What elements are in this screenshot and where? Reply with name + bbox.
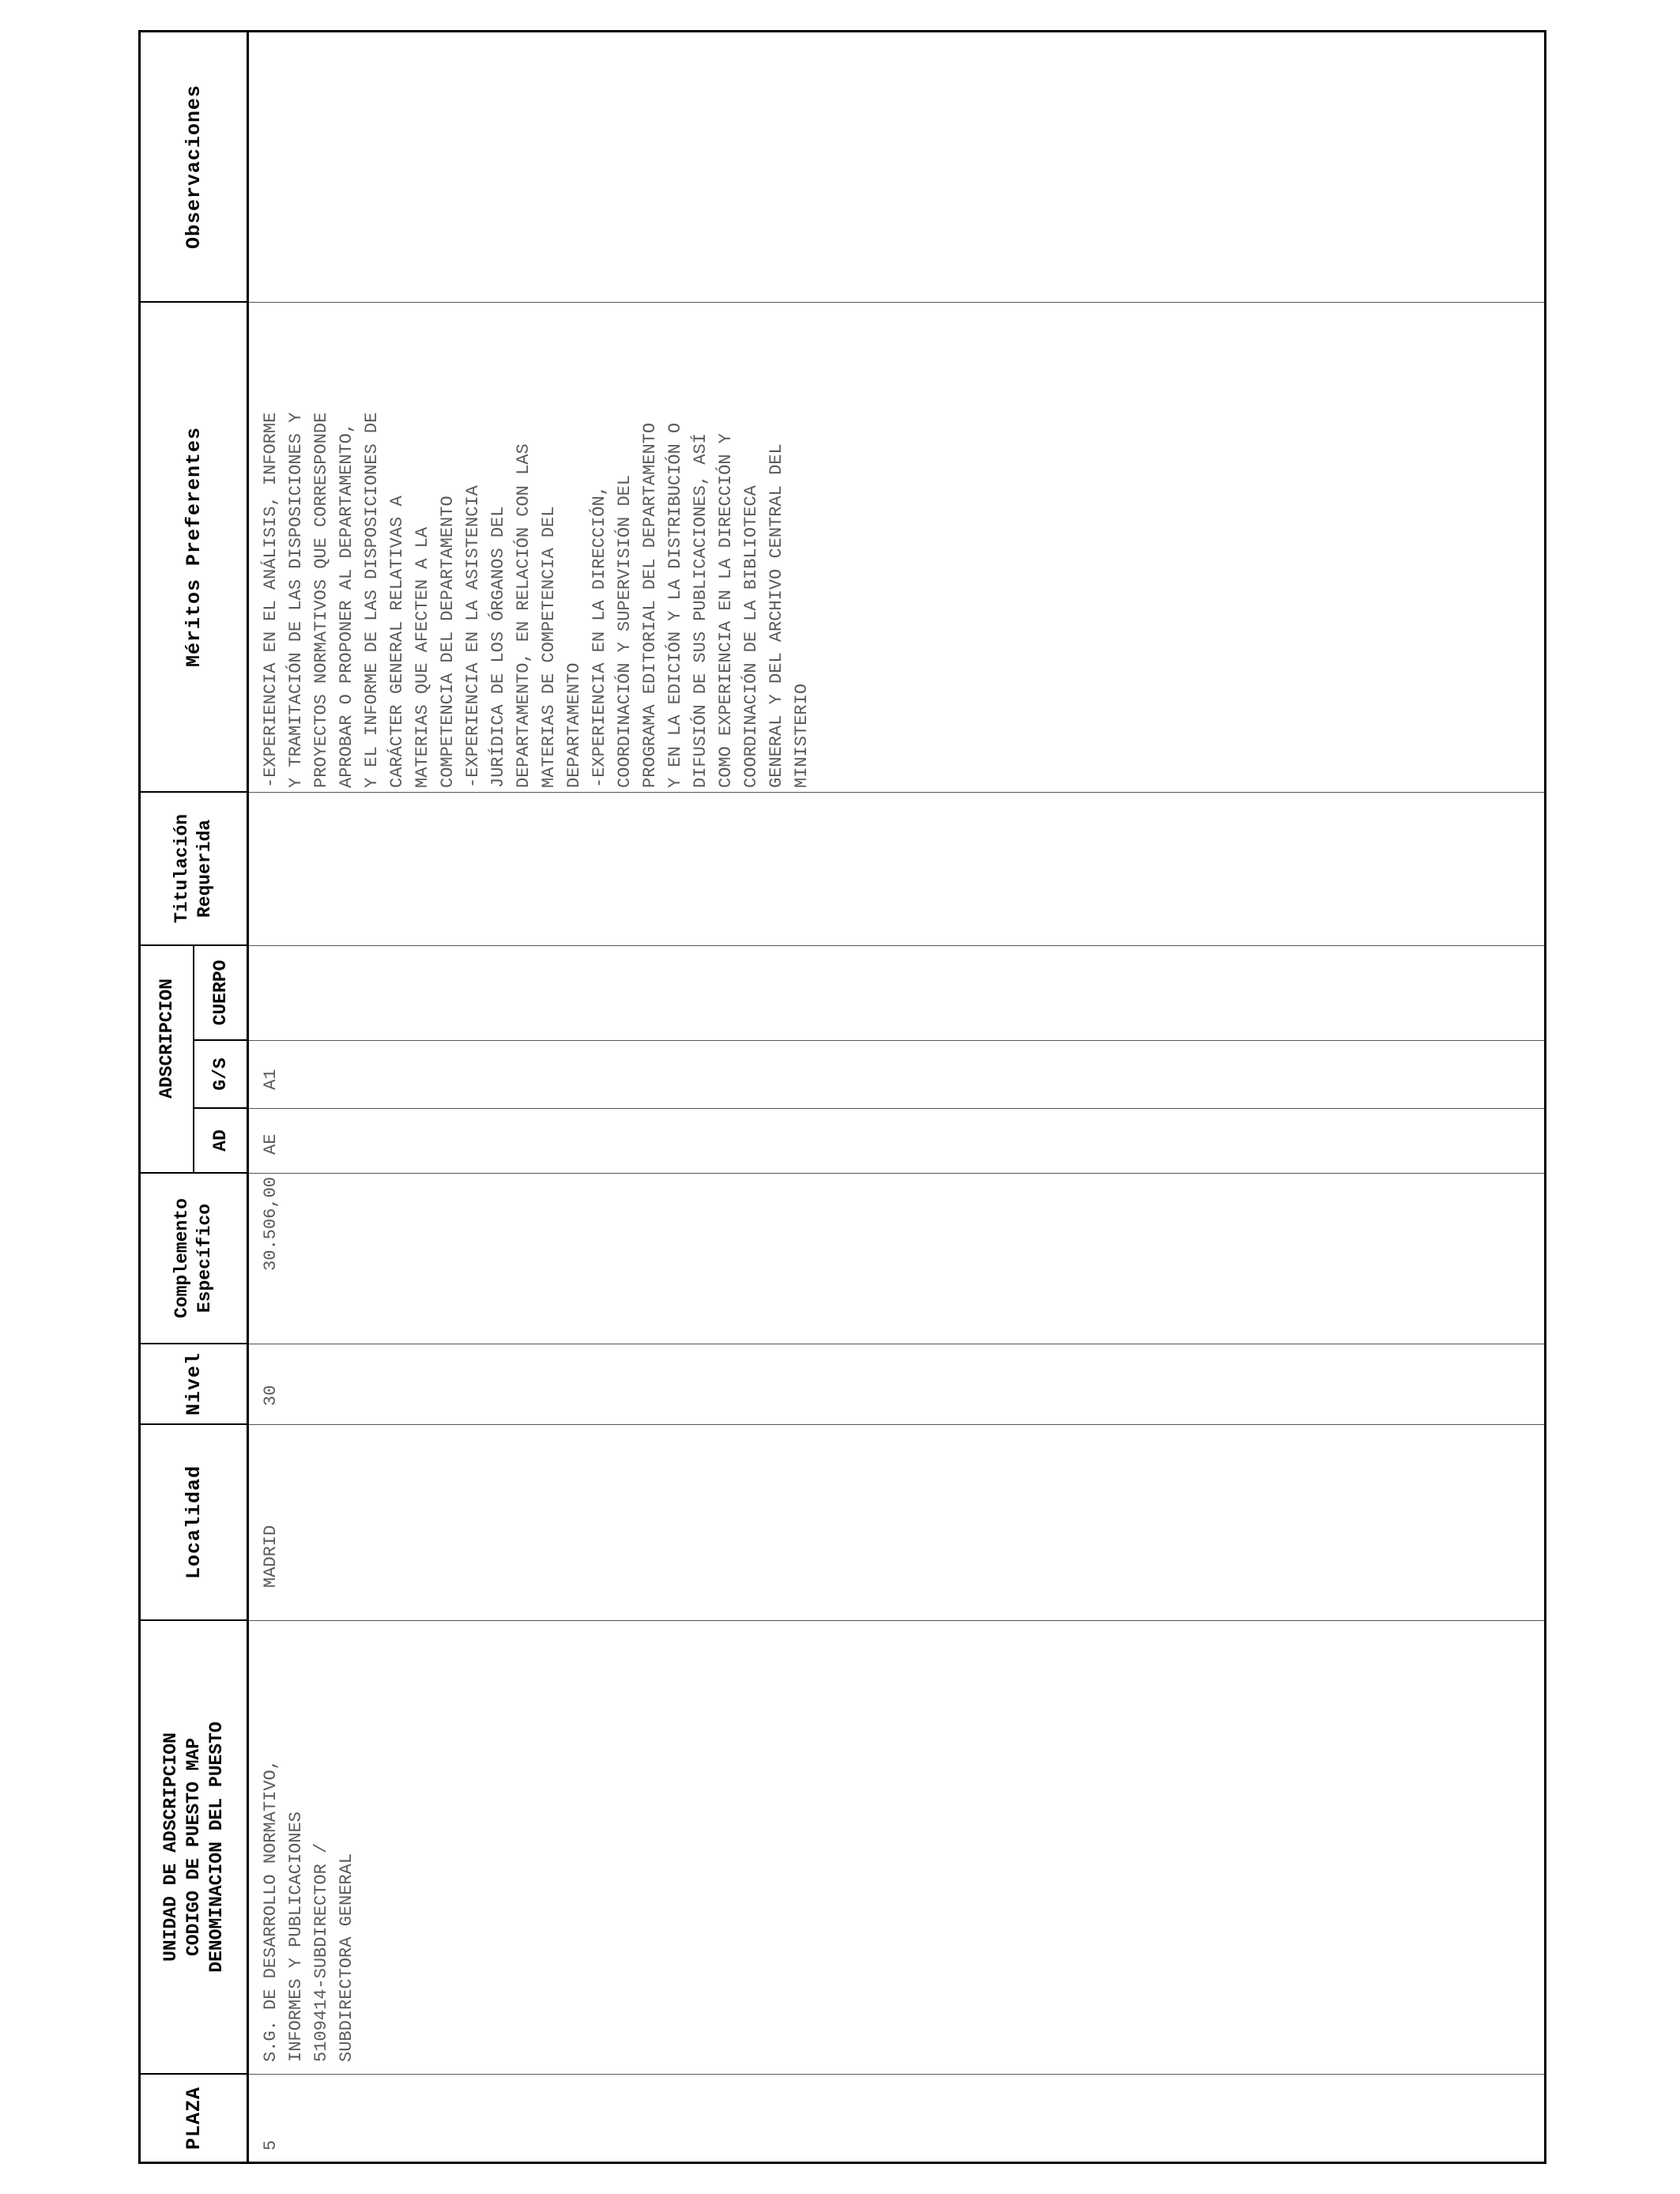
cell-cuerpo (249, 946, 258, 1039)
cell-observaciones (249, 32, 258, 301)
table-header (141, 32, 249, 2162)
header-unidad: UNIDAD DE ADSCRIPCION CODIGO DE PUESTO MAP DENOMINACION DEL PUESTO (160, 1721, 227, 1973)
cell-unidad: S.G. DE DESARROLLO NORMATIVO, INFORMES Y PUBLICACIONES 5109414-SUBDIRECTOR / SUBDIRECTORA GENERAL (261, 1759, 356, 2062)
cell-localidad: MADRID (261, 1525, 281, 1588)
header-adscripcion: ADSCRIPCION (156, 978, 177, 1099)
positions-table (138, 30, 1546, 2164)
header-ad: AD (209, 1129, 231, 1152)
header-gs: G/S (209, 1057, 231, 1091)
header-nivel: Nivel (182, 1352, 205, 1416)
header-plaza: PLAZA (182, 2087, 205, 2151)
cell-titulacion (249, 793, 258, 944)
cell-complemento: 30.506,00 (261, 1177, 281, 1271)
table-row (249, 32, 1544, 2162)
header-observaciones: Observaciones (182, 84, 205, 250)
cell-meritos: -EXPERIENCIA EN EL ANÁLISIS, INFORME Y TRAMITACIÓN DE LAS DISPOSICIONES Y PROYECTOS NORMATIVOS QUE CORRESPONDE APROBAR O PROPONER AL DEPARTAMENTO, Y EL INFORME DE LAS DISPOSICIONES DE CARÁCTER GENERAL RELATIVAS A MATERIAS QUE AFECTEN A LA COMPETENCIA DEL DEPARTAMENTO -EXPERIENCIA EN LA ASISTENCIA JURÍDICA DE LOS ÓRGANOS DEL DEPARTAMENTO, EN RELACIÓN CON LAS MATERIAS DE COMPETENCIA DEL DEPARTAMENTO -EXPERIENCIA EN LA DIRECCIÓN, COORDINACIÓN Y SUPERVISIÓN DEL PROGRAMA EDITORIAL DEL DEPARTAMENTO Y EN LA EDICIÓN Y LA DISTRIBUCIÓN O DIFUSIÓN DE SUS PUBLICACIONES, ASÍ COMO EXPERIENCIA EN LA DIRECCIÓN Y COORDINACIÓN DE LA BIBLIOTECA GENERAL Y DEL ARCHIVO CENTRAL DEL MINISTERIO (261, 412, 812, 788)
header-meritos: Méritos Preferentes (182, 426, 205, 668)
header-localidad: Localidad (182, 1465, 205, 1580)
header-titulacion: Titulación Requerida (171, 813, 215, 924)
cell-nivel: 30 (261, 1385, 281, 1406)
header-complemento: Complemento Específico (171, 1198, 215, 1318)
cell-plaza: 5 (261, 2139, 281, 2151)
header-cuerpo: CUERPO (209, 959, 231, 1026)
cell-ad: AE (261, 1133, 281, 1155)
cell-gs: A1 (261, 1069, 281, 1090)
